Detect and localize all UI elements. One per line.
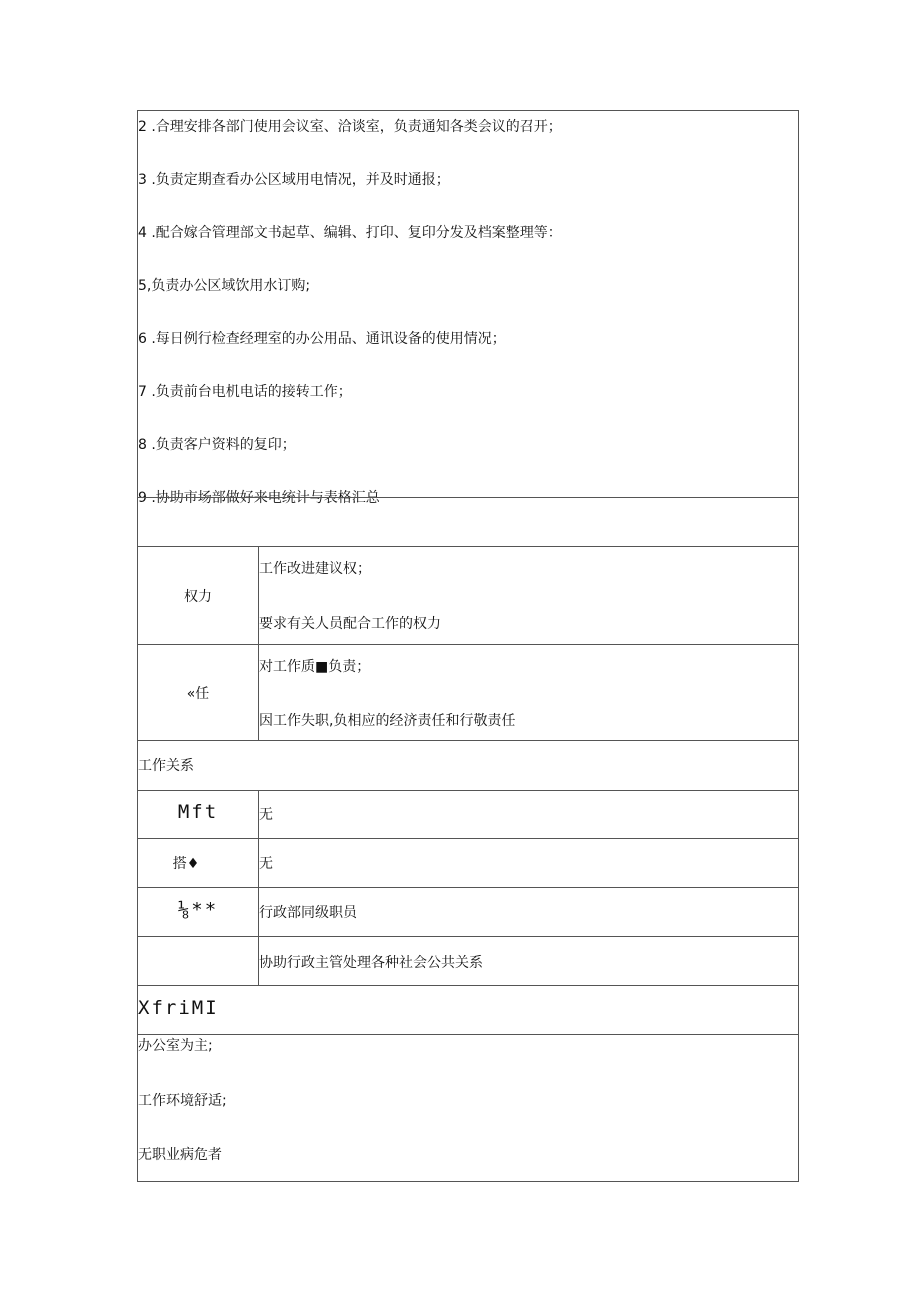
environment-item: 工作环境舒适; bbox=[138, 1093, 227, 1109]
row-divider bbox=[138, 838, 798, 839]
relation-label: 搭♦ bbox=[172, 856, 200, 872]
environment-item: 无职业病危者 bbox=[138, 1147, 222, 1163]
relation-value: 协助行政主管处理各种社会公共关系 bbox=[259, 955, 483, 971]
row-divider bbox=[138, 740, 798, 741]
row-divider bbox=[138, 790, 798, 791]
row-divider bbox=[138, 497, 798, 498]
duty-item: 6 .每日例行检查经理室的办公用品、通讯设备的使用情况； bbox=[138, 331, 506, 347]
relation-value: 无 bbox=[259, 807, 273, 823]
duty-item: 2 .合理安排各部门使用会议室、洽谈室，负责通知各类会议的召开； bbox=[138, 119, 562, 135]
duties-section bbox=[138, 111, 798, 506]
authority-item: 工作改进建议权； bbox=[259, 561, 371, 577]
row-divider bbox=[138, 985, 798, 986]
duty-item: 3 .负责定期查看办公区域用电情况，并及时通报； bbox=[138, 172, 450, 188]
relations-title: 工作关系 bbox=[138, 758, 194, 774]
duty-item: 5,负责办公区域饮用水订购; bbox=[138, 278, 311, 294]
job-description-table bbox=[137, 110, 799, 1182]
authority-label: 权力 bbox=[184, 589, 212, 605]
duty-item: 7 .负责前台电机电话的接转工作； bbox=[138, 384, 352, 400]
relation-value: 无 bbox=[259, 856, 273, 872]
row-divider bbox=[138, 644, 798, 645]
row-divider bbox=[138, 1034, 798, 1035]
authority-item: 要求有关人员配合工作的权力 bbox=[259, 616, 441, 632]
environment-item: 办公室为主; bbox=[138, 1038, 213, 1054]
relation-label: Mft bbox=[177, 801, 219, 823]
duty-item: 9 .协助市场部做好来电统计与表格汇总 bbox=[138, 490, 380, 506]
row-divider bbox=[138, 936, 798, 937]
responsibility-item: 对工作质■负责； bbox=[259, 659, 371, 675]
environment-title: XfriMI bbox=[138, 997, 219, 1019]
relation-label: ⅛** bbox=[177, 899, 219, 921]
responsibility-label: «任 bbox=[186, 686, 210, 702]
row-divider bbox=[138, 887, 798, 888]
responsibility-item: 因工作失职,负相应的经济责任和行敬责任 bbox=[259, 713, 516, 729]
duty-item: 4 .配合嫁合管理部文书起草、编辑、打印、复印分发及档案整理等： bbox=[138, 225, 562, 241]
relation-value: 行政部同级职员 bbox=[259, 905, 357, 921]
duty-item: 8 .负责客户资料的复印； bbox=[138, 437, 296, 453]
row-divider bbox=[138, 546, 798, 547]
